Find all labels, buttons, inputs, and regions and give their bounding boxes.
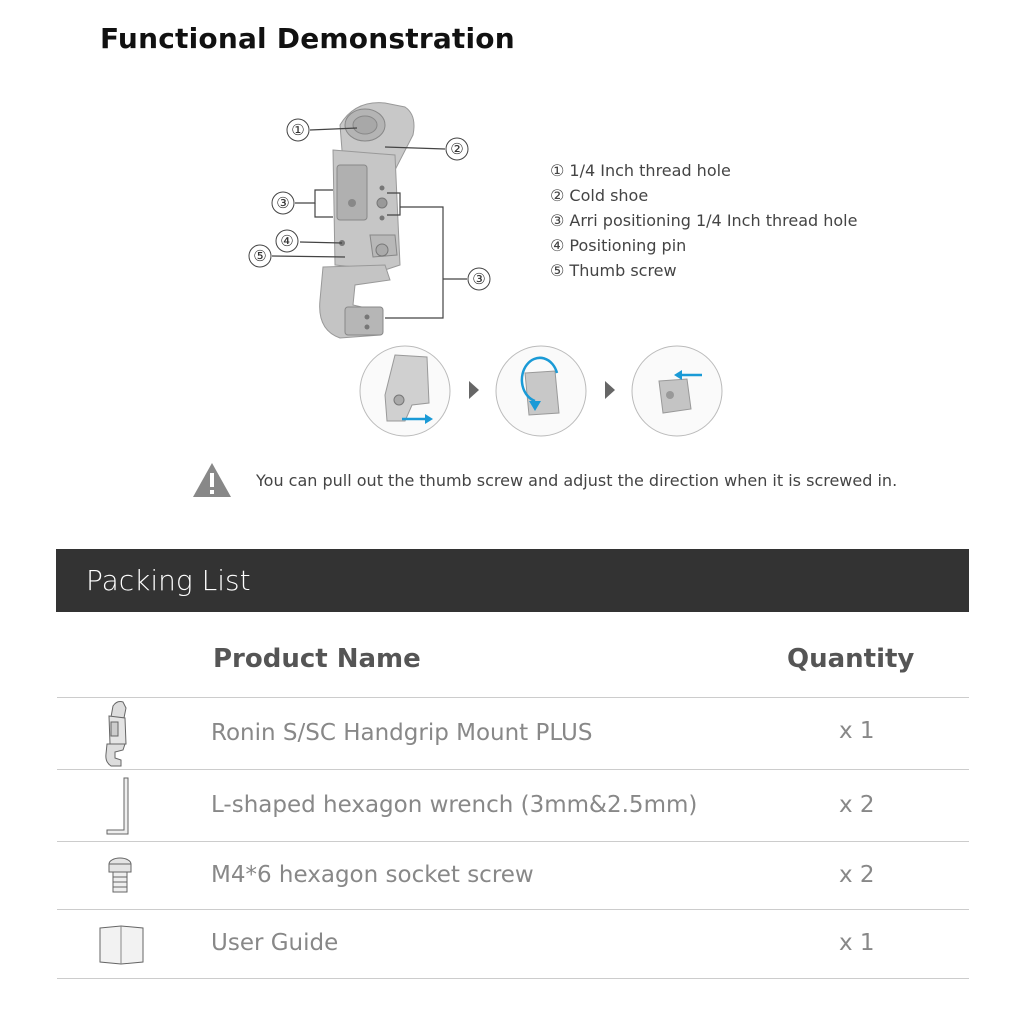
thumb-screw-steps [357, 343, 727, 439]
legend-item: ④ Positioning pin [550, 236, 687, 255]
warning-text: You can pull out the thumb screw and adjust the direction when it is screwed in. [256, 470, 898, 490]
user-guide-icon [97, 924, 147, 966]
product-name: User Guide [211, 930, 339, 956]
packing-list-title: Packing List [86, 564, 251, 597]
product-quantity: x 2 [839, 862, 875, 888]
socket-screw-icon [97, 856, 137, 896]
step-3-image [632, 346, 722, 436]
product-diagram [245, 95, 505, 345]
mount-body [320, 103, 414, 338]
product-name: M4*6 hexagon socket screw [211, 862, 534, 888]
step-1-image [360, 346, 450, 436]
column-header-product: Product Name [213, 644, 421, 674]
legend [550, 158, 857, 283]
step-2-image [496, 346, 586, 436]
legend-item: ① 1/4 Inch thread hole [550, 161, 731, 180]
callout-3b: ③ [472, 270, 486, 288]
product-name: Ronin S/SC Handgrip Mount PLUS [211, 720, 593, 746]
table-row [57, 697, 969, 770]
table-row [57, 909, 969, 979]
legend-item: ② Cold shoe [550, 186, 649, 205]
callout-2: ② [450, 140, 464, 158]
product-quantity: x 1 [839, 930, 875, 956]
page-title: Functional Demonstration [100, 22, 515, 55]
hex-wrench-icon [97, 776, 137, 838]
product-quantity: x 1 [839, 718, 875, 744]
packing-list-header [56, 549, 969, 612]
table-bottom-divider [57, 978, 969, 979]
step-arrow-1-icon [469, 381, 479, 399]
warning-note [192, 460, 897, 500]
legend-item: ⑤ Thumb screw [550, 261, 677, 280]
callout-5: ⑤ [253, 247, 267, 265]
column-header-quantity: Quantity [787, 644, 915, 674]
product-quantity: x 2 [839, 792, 875, 818]
callout-3: ③ [276, 194, 290, 212]
warning-icon [192, 462, 232, 498]
product-name: L-shaped hexagon wrench (3mm&2.5mm) [211, 792, 698, 818]
table-row [57, 841, 969, 910]
table-row [57, 769, 969, 842]
legend-item: ③ Arri positioning 1/4 Inch thread hole [550, 211, 858, 230]
callout-1: ① [291, 121, 305, 139]
callout-4: ④ [280, 232, 294, 250]
step-arrow-2-icon [605, 381, 615, 399]
handgrip-mount-icon [97, 700, 137, 768]
